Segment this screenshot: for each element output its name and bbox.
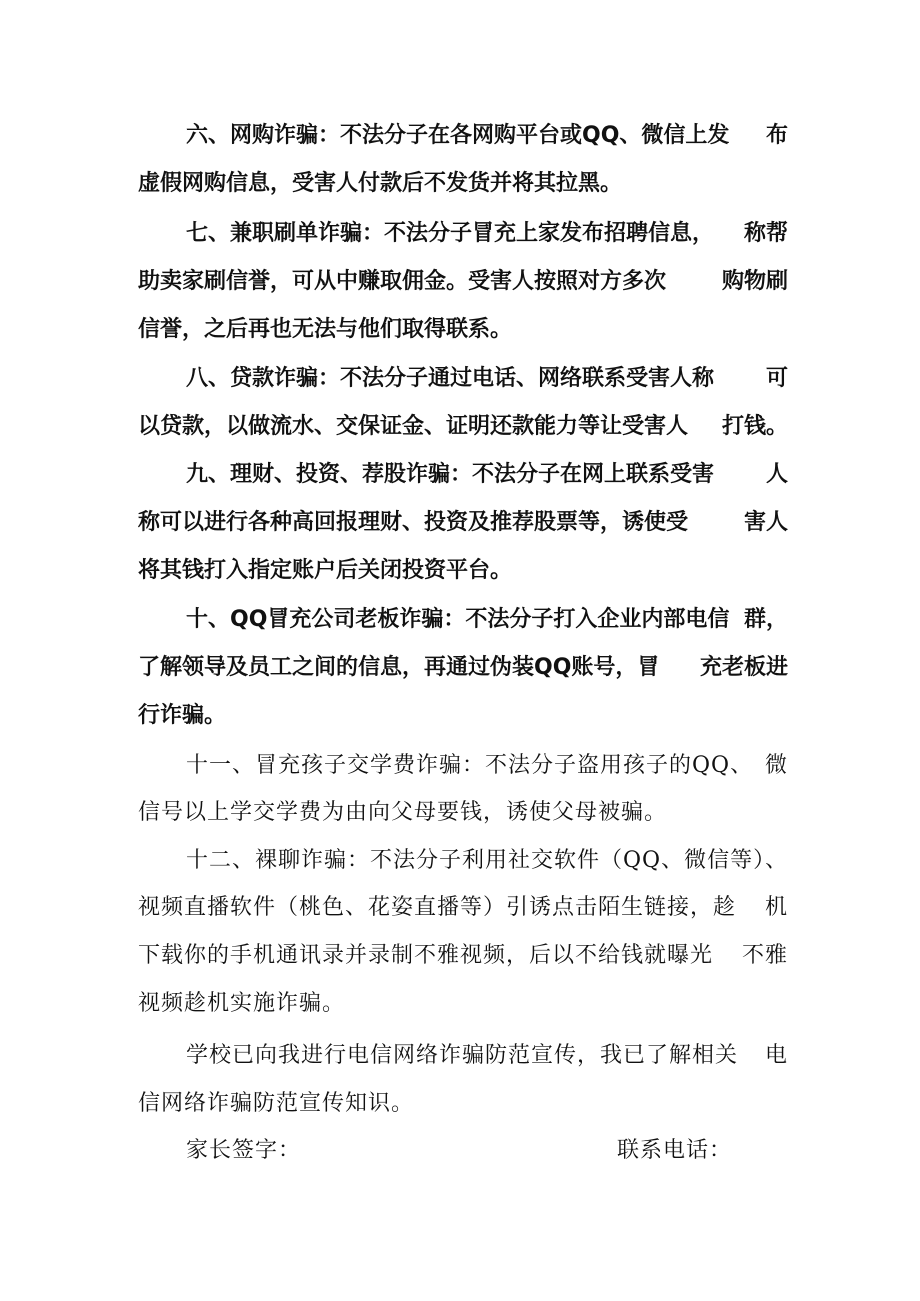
text-segment: 机 [764,895,788,920]
text-segment: 八、贷款诈骗：不法分子通过电话、网络联系受害人称 [186,366,715,391]
text-segment: 人 [765,462,788,487]
text-segment: 称帮 [743,221,788,246]
paragraph-eight-line-1 [186,361,788,397]
paragraph-six-line-1 [186,118,788,154]
text-segment: 电 [764,1043,788,1068]
paragraph-twelve-line-2 [138,890,788,926]
text-segment: 六、网购诈骗：不法分子在各网购平台或QQ、微信上发 [186,123,730,148]
text-segment: 群， [743,607,788,632]
paragraph-seven-line-1 [186,216,788,252]
text-segment: 了解领导及员工之间的信息，再通过伪装QQ账号，冒 [138,655,660,680]
text-segment: 信誉，之后再也无法与他们取得联系。 [138,317,513,342]
parent-signature-label: 家长签字： [186,1138,302,1163]
text-segment: 称可以进行各种高回报理财、投资及推荐股票等，诱使受 [138,510,689,535]
phone-label: 联系电话： [617,1138,733,1163]
paragraph-nine-line-2 [138,505,788,541]
text-segment: 七、兼职刷单诈骗：不法分子冒充上家发布招聘信息， [186,221,715,246]
text-segment: 可 [765,366,788,391]
text-segment: 十、QQ冒充公司老板诈骗：不法分子打入企业内部电信 [186,607,730,632]
paragraph-eight-line-2 [138,409,788,445]
statement-line-2 [138,1086,788,1122]
text-segment: 视频趁机实施诈骗。 [138,991,346,1016]
text-segment: 将其钱打入指定账户后关闭投资平台。 [138,558,513,583]
text-segment: 以贷款，以做流水、交保证金、证明还款能力等让受害人 [138,414,689,439]
text-segment: 信号以上学交学费为由向父母要钱，诱使父母被骗。 [138,800,668,825]
paragraph-twelve-line-4 [138,986,788,1022]
text-segment: 害人 [743,510,788,535]
paragraph-twelve-line-1 [186,843,788,879]
paragraph-nine-line-1 [186,457,788,493]
paragraph-seven-line-3 [138,312,788,348]
text-segment: 购物刷 [721,269,788,294]
paragraph-eleven-line-1 [186,748,788,784]
text-segment: 视频直播软件（桃色、花姿直播等）引诱点击陌生链接，趁 [138,895,737,920]
text-segment: 微 [764,753,788,778]
paragraph-nine-line-3 [138,553,788,589]
paragraph-ten-line-2 [138,650,788,686]
paragraph-twelve-line-3 [138,938,788,974]
text-segment: 不雅 [741,943,788,968]
text-segment: 下载你的手机通讯录并录制不雅视频，后以不给钱就曝光 [138,943,714,968]
text-segment: 助卖家刷信誉，可从中赚取佣金。受害人按照对方多次 [138,269,667,294]
text-segment: 布 [765,123,788,148]
text-segment: 十二、裸聊诈骗：不法分子利用社交软件（QQ、微信等）、 [186,848,789,873]
paragraph-eleven-line-2 [138,795,788,831]
paragraph-ten-line-1 [186,602,788,638]
text-segment: 九、理财、投资、荐股诈骗：不法分子在网上联系受害 [186,462,715,487]
paragraph-six-line-2 [138,166,788,202]
text-segment: 打钱。 [721,414,788,439]
text-segment: 学校已向我进行电信网络诈骗防范宣传，我已了解相关 [186,1043,739,1068]
text-segment: 虚假网购信息，受害人付款后不发货并将其拉黑。 [138,171,623,196]
text-segment: 充老板进 [699,655,788,680]
paragraph-ten-line-3 [138,698,788,734]
paragraph-seven-line-2 [138,264,788,300]
text-segment: 行诈骗。 [138,703,227,728]
statement-line-1 [186,1038,788,1074]
text-segment: 十一、冒充孩子交学费诈骗：不法分子盗用孩子的QQ、 [186,753,754,778]
text-segment: 信网络诈骗防范宣传知识。 [138,1091,415,1116]
